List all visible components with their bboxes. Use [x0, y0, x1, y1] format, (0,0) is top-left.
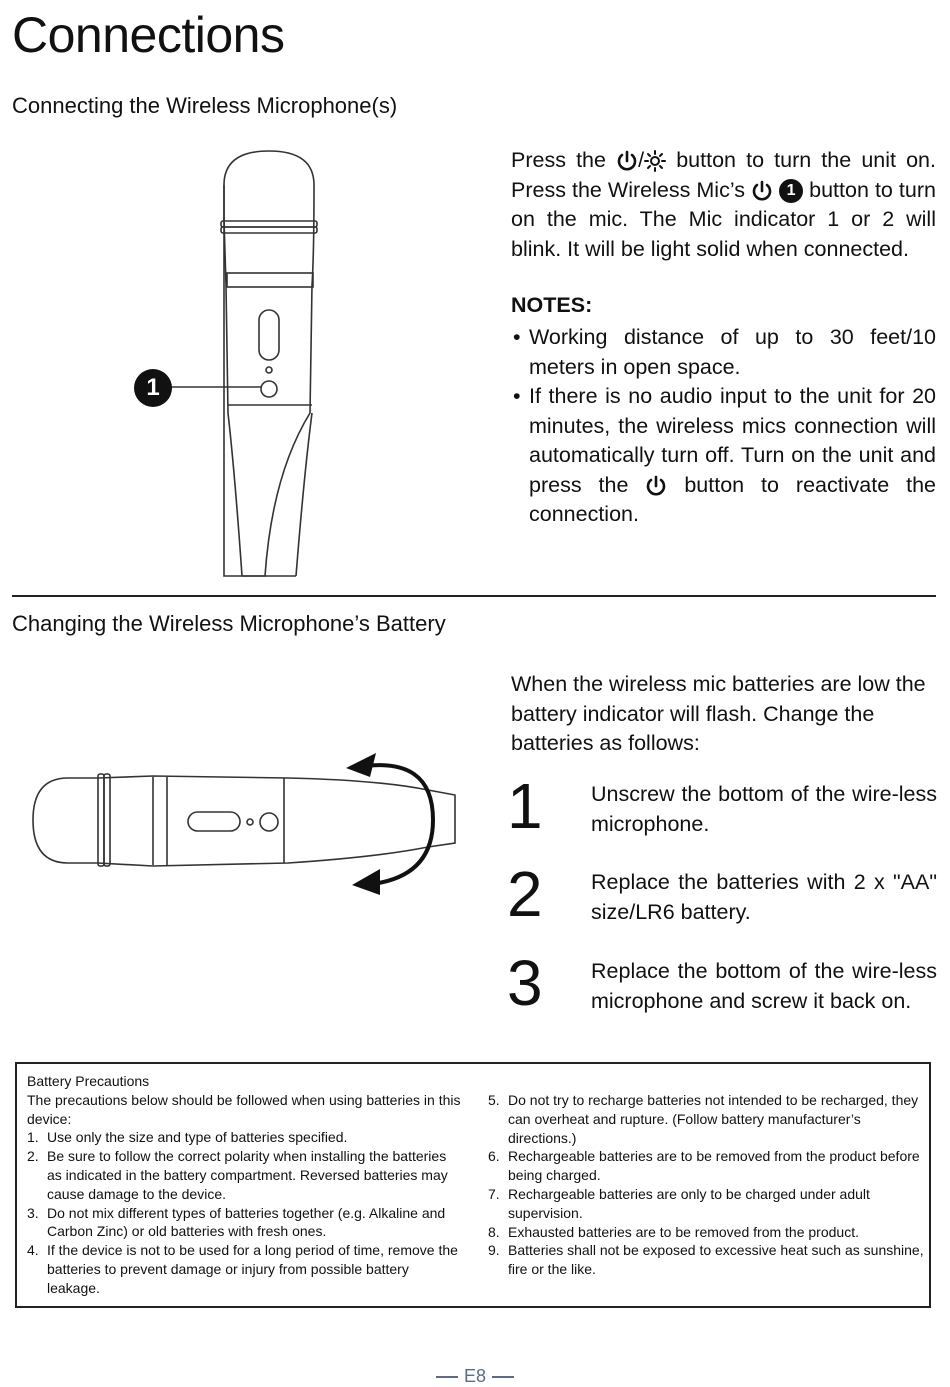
precaution-text: Be sure to follow the correct polarity when installing the batteries as indicated in the battery compartment. Reversed batteries may cause damage to the device.	[47, 1148, 448, 1202]
precautions-list	[488, 1091, 924, 1279]
precaution-item	[27, 1128, 463, 1147]
rotate-arrow-icon	[358, 765, 433, 885]
precaution-item	[27, 1204, 463, 1242]
precaution-item	[27, 1241, 463, 1297]
power-icon	[616, 150, 638, 172]
power-icon	[645, 475, 667, 497]
callout-number: 1	[146, 374, 160, 401]
section-divider	[12, 595, 936, 597]
precaution-number: 6.	[488, 1148, 500, 1165]
step-text: Replace the bottom of the wire-less microphone and screw it back on.	[591, 959, 937, 1013]
power-icon	[751, 180, 773, 202]
section-heading-connecting: Connecting the Wireless Microphone(s)	[12, 93, 398, 118]
precaution-item	[488, 1147, 924, 1185]
light-icon	[644, 150, 666, 172]
precautions-title: Battery Precautions	[27, 1073, 150, 1089]
step-number: 3	[507, 947, 543, 1019]
microphone-horizontal-illustration	[28, 745, 468, 895]
precautions-intro: The precautions below should be followed when using batteries in this device:	[27, 1091, 461, 1127]
section-heading-battery: Changing the Wireless Microphone’s Battery	[12, 611, 446, 636]
precaution-number: 5.	[488, 1092, 500, 1108]
intro-text-1: Press the	[511, 148, 606, 172]
precaution-text: Exhausted batteries are to be removed from the product.	[508, 1223, 859, 1240]
step-text: Replace the batteries with 2 x "AA" size/LR6 battery.	[591, 870, 937, 924]
precaution-text: Do not try to recharge batteries not intended to be recharged, they can overheat and rupture. (Follow battery manufacturer’s directions.)	[508, 1092, 919, 1146]
precaution-item	[488, 1241, 924, 1279]
precautions-list	[27, 1128, 463, 1297]
note-text: Working distance of up to 30 feet/10 meters in open space.	[529, 325, 936, 379]
step-number: 2	[507, 858, 543, 930]
precaution-number: 2.	[27, 1148, 39, 1165]
note-text: button to reactivate the connection.	[529, 472, 936, 526]
precaution-number: 8.	[488, 1223, 500, 1240]
precaution-number: 3.	[27, 1204, 39, 1221]
precaution-number: 1.	[27, 1129, 39, 1146]
battery-precautions-box	[15, 1062, 931, 1308]
precautions-left-column	[27, 1072, 463, 1298]
footer-dash	[436, 1376, 458, 1378]
microphone-upright-illustration	[125, 145, 325, 581]
precaution-number: 7.	[488, 1185, 500, 1202]
precaution-text: If the device is not to be used for a long period of time, remove the batteries to prevent damage or injury from possible battery leakage.	[47, 1242, 458, 1296]
precaution-item	[27, 1147, 463, 1203]
precaution-item	[488, 1223, 924, 1242]
step-text: Unscrew the bottom of the wire-less microphone.	[591, 782, 937, 836]
notes-label: NOTES:	[511, 293, 593, 317]
page-title: Connections	[12, 7, 285, 63]
precaution-text: Rechargeable batteries are to be removed from the product before being charged.	[508, 1148, 920, 1184]
connect-instructions: Press the / button to turn the unit on. Press the Wireless Mic’s 1 button to turn on the mic. The Mic indicator 1 or 2 will blink. It will be light solid when connected.	[511, 148, 936, 261]
note-item	[511, 323, 936, 382]
battery-instructions: When the wireless mic batteries are low the battery indicator will flash. Change the batteries as follows:	[511, 672, 926, 755]
step-number: 1	[507, 770, 543, 842]
intro-text-2: button to turn the unit on. Press the Wireless Mic’s	[511, 148, 936, 202]
precaution-text: Do not mix different types of batteries together (e.g. Alkaline and Carbon Zinc) or old batteries with fresh ones.	[47, 1204, 446, 1240]
number-one-badge-icon	[779, 179, 803, 203]
page-footer	[0, 1366, 950, 1387]
precaution-text: Rechargeable batteries are only to be charged under adult supervision.	[508, 1185, 870, 1221]
note-text: If there is no audio input to the unit for 20 minutes, the wireless mics connection will automatically turn off. Turn on the unit and press the	[529, 384, 936, 497]
precaution-number: 4.	[27, 1242, 39, 1259]
note-item	[511, 382, 936, 530]
precaution-item	[488, 1185, 924, 1223]
badge-number: 1	[786, 181, 796, 199]
footer-dash	[492, 1376, 514, 1378]
intro-text-3: button to turn on the mic. The Mic indicator 1 or 2 will blink. It will be light solid when connected.	[511, 177, 936, 261]
page-number: E8	[463, 1366, 487, 1386]
precaution-number: 9.	[488, 1242, 500, 1259]
callout-badge	[134, 369, 172, 407]
precaution-text: Batteries shall not be exposed to excessive heat such as sunshine, fire or the like.	[508, 1242, 924, 1278]
precautions-right-column	[488, 1091, 924, 1279]
notes-list	[511, 323, 936, 530]
precaution-text: Use only the size and type of batteries specified.	[47, 1129, 348, 1146]
precaution-item	[488, 1091, 924, 1147]
